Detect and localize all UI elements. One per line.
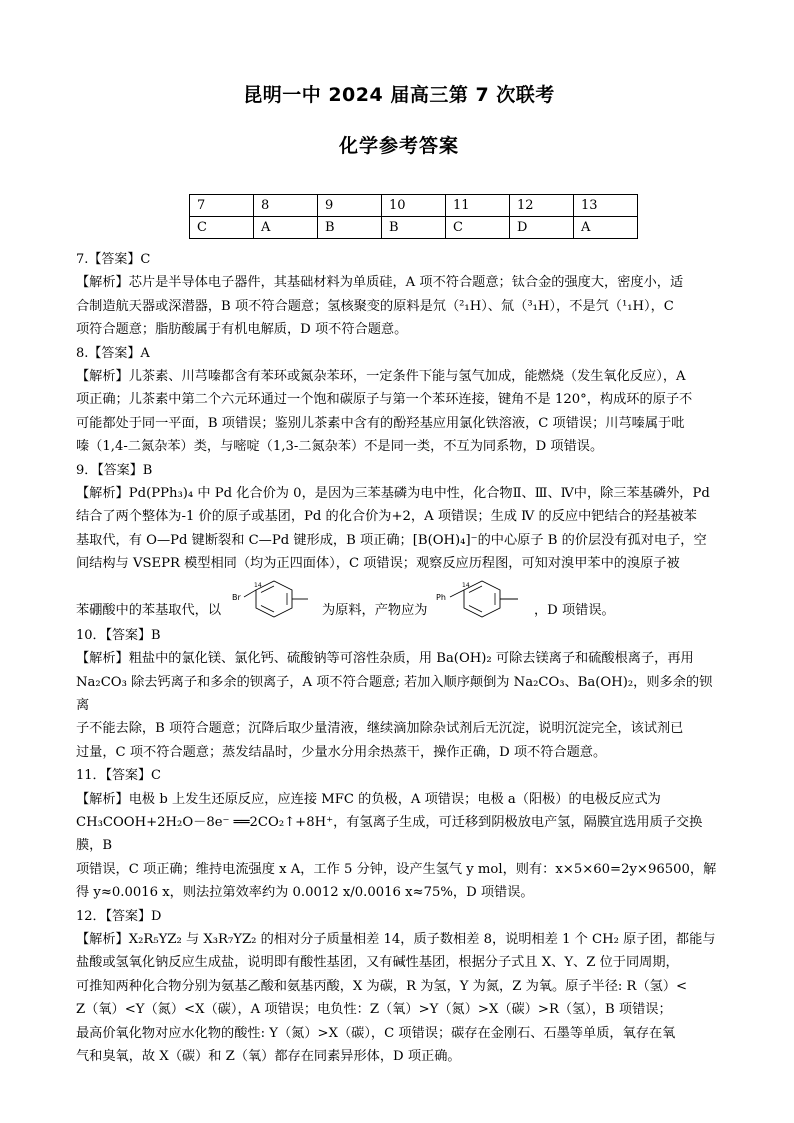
explanation-fragment: 为原料，产物应为 xyxy=(322,603,428,619)
explanation-line: 【解析】电极 b 上发生还原反应，应连接 MFC 的负极，A 项错误；电极 a（阳极）的电极反应式为 xyxy=(76,791,661,807)
isotope-label: 14 xyxy=(462,581,470,589)
explanation-line: 盐酸或氢氧化钠反应生成盐，说明即有酸性基团，又有碱性基团，根据分子式且 X、Y、Z 位于同周期， xyxy=(76,955,679,971)
answer-heading: 11．【答案】C xyxy=(76,768,161,784)
answer-heading: 7.【答案】C xyxy=(76,252,151,267)
question-11 xyxy=(76,764,722,904)
explanation-line: 得 y≈0.0016 x，则法拉第效率约为 0.0012 x/0.0016 x≈75%，D 项错误。 xyxy=(76,885,534,901)
answer-cell: C xyxy=(446,217,510,239)
bromo-label: Br xyxy=(232,592,241,602)
product-structure xyxy=(436,578,540,620)
explanation-line: 嗪（1,4-二氮杂苯）类，与嘧啶（1,3-二氮杂苯）不是同一类，不互为同系物，D 项错误。 xyxy=(76,439,604,455)
question-12 xyxy=(76,905,722,1069)
explanation-line: 项错误，C 项正确；维持电流强度 x A，工作 5 分钟，设产生氢气 y mol，则有：x×5×60=2y×96500，解 xyxy=(76,861,717,877)
answer-cell: D xyxy=(510,217,574,239)
explanation-line: 过量，C 项不符合题意；蒸发结晶时，少量水分用余热蒸干，操作正确，D 项不符合题意。 xyxy=(76,744,607,760)
explanation-line: 子不能去除，B 项符合题意；沉降后取少量清液，继续滴加除杂试剂后无沉淀，说明沉淀完全，该试剂已 xyxy=(76,721,684,737)
explanation-fragment: 苯硼酸中的苯基取代，以 xyxy=(76,603,222,619)
answer-cell: C xyxy=(190,217,254,239)
question-number-cell: 13 xyxy=(574,195,638,217)
explanation-line: Na₂CO₃ 除去钙离子和多余的钡离子，A 项不符合题意; 若加入顺序颠倒为 Na₂CO₃、Ba(OH)₂，则多余的钡离 xyxy=(76,674,713,713)
answer-cell: A xyxy=(574,217,638,239)
document-title: 昆明一中 2024 届高三第 7 次联考 xyxy=(243,84,555,106)
answer-heading: 8.【答案】A xyxy=(76,345,150,361)
explanation-line: 项符合题意；脂肪酸属于有机电解质，D 项不符合题意。 xyxy=(76,322,408,338)
question-7 xyxy=(76,248,722,342)
explanation-line: 可能都处于同一平面，B 项错误；鉴别儿茶素中含有的酚羟基应用氯化铁溶液，C 项错误；川芎嗪属于吡 xyxy=(76,415,685,431)
isotope-label: 14 xyxy=(254,581,262,589)
explanation-line: Z（氧）<Y（氮）<X（碳），A 项错误；电负性：Z（氧）>Y（氮）>X（碳）>R（氢），B 项错误； xyxy=(76,1002,672,1018)
explanation-line: 【解析】Pd(PPh₃)₄ 中 Pd 化合价为 0，是因为三苯基磷为电中性，化合物Ⅱ、Ⅲ、Ⅳ中，除三苯基磷外，Pd xyxy=(76,486,710,502)
answer-heading: 12．【答案】D xyxy=(76,908,162,924)
phenyl-label: Ph xyxy=(436,592,446,602)
answer-document xyxy=(76,80,722,1068)
answer-table-header-row xyxy=(190,195,638,217)
question-number-cell: 12 xyxy=(510,195,574,217)
answer-heading: 10．【答案】B xyxy=(76,627,161,643)
question-number-cell: 7 xyxy=(190,195,254,217)
question-number-cell: 10 xyxy=(382,195,446,217)
question-number-cell: 11 xyxy=(446,195,510,217)
answer-table-answer-row xyxy=(190,217,638,239)
document-subtitle: 化学参考答案 xyxy=(338,135,459,157)
question-8 xyxy=(76,342,722,459)
explanation-line: 间结构与 VSEPR 模型相同（均为正四面体），C 项错误；观察反应历程图，可知对溴甲苯中的溴原子被 xyxy=(76,556,680,572)
answer-cell: B xyxy=(318,217,382,239)
explanation-line: 【解析】芯片是半导体电子器件，其基础材料为单质硅，A 项不符合题意；钛合金的强度大，密度小，适 xyxy=(76,275,684,291)
explanation-line: 【解析】X₂R₅YZ₂ 与 X₃R₇YZ₂ 的相对分子质量相差 14，质子数相差 8，说明相差 1 个 CH₂ 原子团，都能与 xyxy=(76,931,716,947)
question-9 xyxy=(76,459,722,624)
explanation-line: 结合了两个整体为-1 价的原子或基团，Pd 的化合价为+2，A 项错误；生成 Ⅳ 的反应中钯结合的羟基被苯 xyxy=(76,509,697,525)
explanation-line: 【解析】粗盐中的氯化镁、氯化钙、硫酸钠等可溶性杂质，用 Ba(OH)₂ 可除去镁离子和硫酸根离子，再用 xyxy=(76,651,694,667)
answer-cell: A xyxy=(254,217,318,239)
explanation-line: 【解析】儿茶素、川芎嗪都含有苯环或氮杂苯环，一定条件下能与氢气加成，能燃烧（发生氧化反应），A xyxy=(76,369,686,385)
explanation-line: 合制造航天器或深潜器，B 项不符合题意；氢核聚变的原料是氘（²₁H）、氚（³₁H），不是氕（¹₁H），C xyxy=(76,298,674,314)
structure-line xyxy=(76,576,722,624)
bromotoluene-structure xyxy=(232,578,326,620)
explanations xyxy=(76,248,722,1068)
explanation-line: 项正确；儿茶素中第二个六元环通过一个饱和碳原子与第一个苯环连接，键角不是 120°，构成环的原子不 xyxy=(76,392,693,408)
explanation-line: CH₃COOH+2H₂O－8e⁻ ══2CO₂↑+8H⁺，有氢离子生成，可迁移到阴极放电产氢，隔膜宜选用质子交换膜，B xyxy=(76,814,703,854)
question-10 xyxy=(76,624,722,764)
explanation-line: 基取代，有 O—Pd 键断裂和 C—Pd 键形成，B 项正确；[B(OH)₄]⁻的中心原子 B 的价层没有孤对电子，空 xyxy=(76,532,707,548)
answer-table xyxy=(189,194,638,239)
explanation-fragment: ，D 项错误。 xyxy=(534,603,615,619)
explanation-line: 最高价氧化物对应水化物的酸性: Y（氮）>X（碳），C 项错误；碳存在金刚石、石墨等单质，氧存在氧 xyxy=(76,1025,676,1041)
question-number-cell: 8 xyxy=(254,195,318,217)
answer-cell: B xyxy=(382,217,446,239)
answer-heading: 9．【答案】B xyxy=(76,462,153,478)
question-number-cell: 9 xyxy=(318,195,382,217)
explanation-line: 可推知两种化合物分别为氨基乙酸和氨基丙酸，X 为碳，R 为氢，Y 为氮，Z 为氧。原子半径: R（氢）< xyxy=(76,978,688,994)
explanation-line: 气和臭氧，故 X（碳）和 Z（氧）都存在同素异形体，D 项正确。 xyxy=(76,1049,461,1064)
